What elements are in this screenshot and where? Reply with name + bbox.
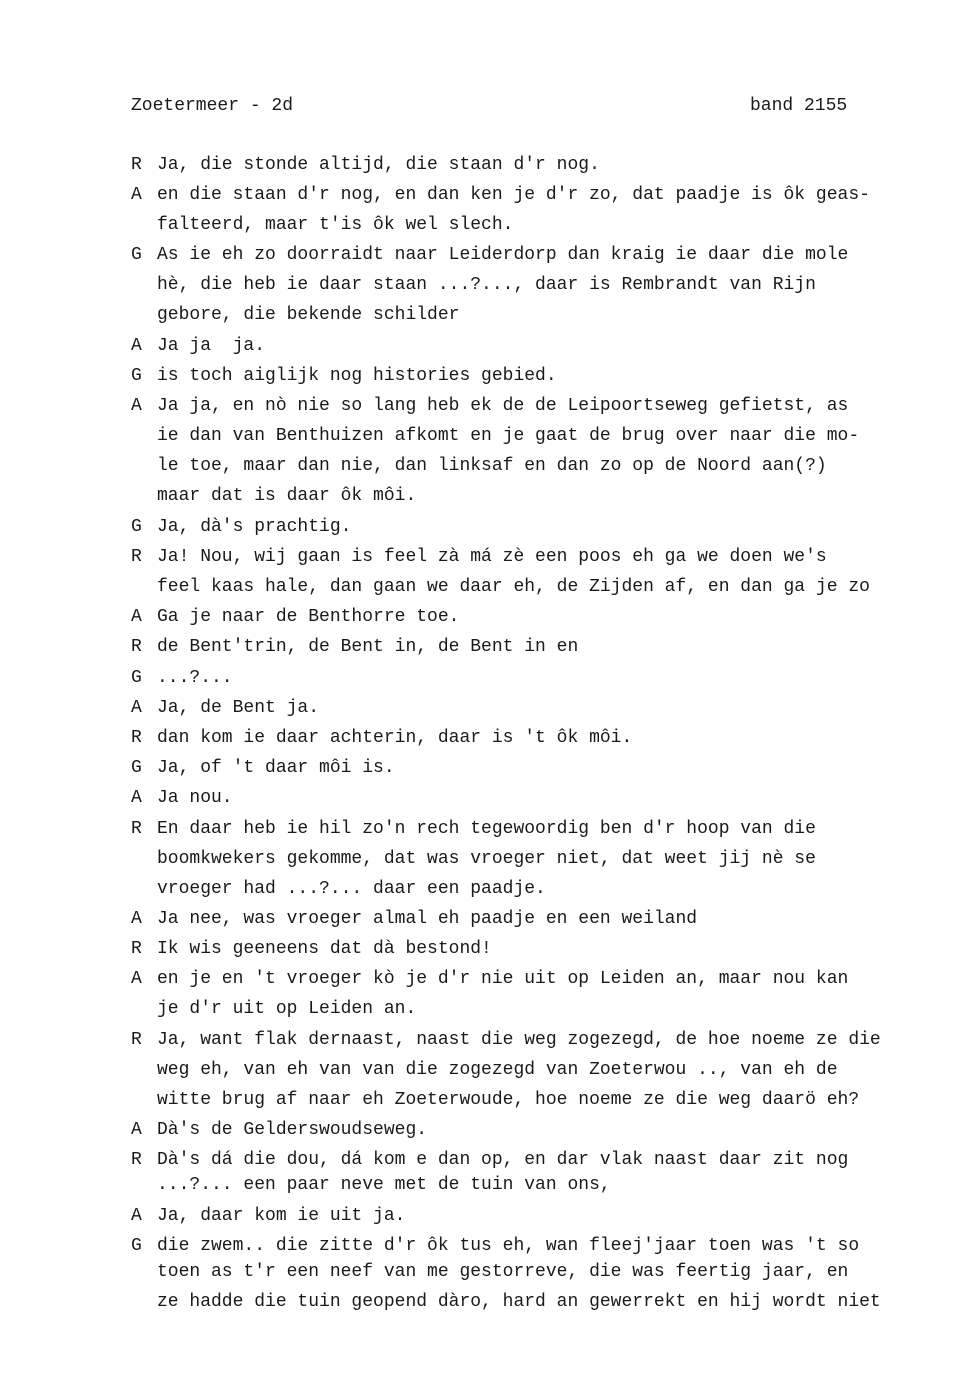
header-location: Zoetermeer - 2d <box>131 96 294 116</box>
transcript-line: Ja! Nou, wij gaan is feel zà má zè een poos eh ga we doen we's <box>157 547 827 567</box>
speaker-label: G <box>131 1236 142 1256</box>
speaker-label: R <box>131 155 142 175</box>
transcript-line: En daar heb ie hil zo'n rech tegewoordig ben d'r hoop van die <box>157 819 816 839</box>
transcript-line: Ja ja ja. <box>157 336 266 356</box>
speaker-label: A <box>131 396 142 416</box>
speaker-label: R <box>131 728 142 748</box>
transcript-line: Ja, dà's prachtig. <box>157 517 352 537</box>
transcript-line: Ja, want flak dernaast, naast die weg zogezegd, de hoe noeme ze die <box>157 1030 881 1050</box>
speaker-label: R <box>131 637 142 657</box>
speaker-label: A <box>131 1206 142 1226</box>
transcript-line: Dà's dá die dou, dá kom e dan op, en dar vlak naast daar zit nog <box>157 1150 849 1170</box>
transcript-line: hè, die heb ie daar staan ...?..., daar is Rembrandt van Rijn <box>157 275 816 295</box>
transcript-line: ...?... een paar neve met de tuin van ons, <box>157 1175 611 1195</box>
speaker-label: G <box>131 366 142 386</box>
transcript-line: Ja ja, en nò nie so lang heb ek de de Leipoortseweg gefietst, as <box>157 396 849 416</box>
transcript-line: le toe, maar dan nie, dan linksaf en dan zo op de Noord aan(?) <box>157 456 827 476</box>
transcript-line: Ja, daar kom ie uit ja. <box>157 1206 406 1226</box>
speaker-label: A <box>131 336 142 356</box>
transcript-line: ie dan van Benthuizen afkomt en je gaat de brug over naar die mo- <box>157 426 860 446</box>
transcript-line: maar dat is daar ôk môi. <box>157 486 417 506</box>
transcript-line: ...?... <box>157 668 233 688</box>
transcript-line: Dà's de Gelderswoudseweg. <box>157 1120 428 1140</box>
transcript-line: feel kaas hale, dan gaan we daar eh, de Zijden af, en dan ga je zo <box>157 577 870 597</box>
transcript-line: ze hadde die tuin geopend dàro, hard an gewerrekt en hij wordt niet <box>157 1292 881 1312</box>
speaker-label: R <box>131 819 142 839</box>
speaker-label: A <box>131 909 142 929</box>
transcript-line: Ja, die stonde altijd, die staan d'r nog. <box>157 155 600 175</box>
speaker-label: A <box>131 1120 142 1140</box>
transcript-line: Ja, of 't daar môi is. <box>157 758 395 778</box>
speaker-label: R <box>131 939 142 959</box>
transcript-line: As ie eh zo doorraidt naar Leiderdorp dan kraig ie daar die mole <box>157 245 849 265</box>
speaker-label: R <box>131 547 142 567</box>
transcript-line: de Bent'trin, de Bent in, de Bent in en <box>157 637 579 657</box>
transcript-line: Ja nee, was vroeger almal eh paadje en een weiland <box>157 909 698 929</box>
transcript-line: Ga je naar de Benthorre toe. <box>157 607 460 627</box>
transcript-line: is toch aiglijk nog histories gebied. <box>157 366 557 386</box>
header-tape-number: band 2155 <box>750 96 848 116</box>
speaker-label: R <box>131 1150 142 1170</box>
speaker-label: A <box>131 607 142 627</box>
speaker-label: G <box>131 758 142 778</box>
speaker-label: G <box>131 668 142 688</box>
transcript-line: weg eh, van eh van van die zogezegd van Zoeterwou .., van eh de <box>157 1060 838 1080</box>
speaker-label: R <box>131 1030 142 1050</box>
speaker-label: A <box>131 788 142 808</box>
speaker-label: G <box>131 245 142 265</box>
transcript-line: boomkwekers gekomme, dat was vroeger niet, dat weet jij nè se <box>157 849 816 869</box>
transcript-line: toen as t'r een neef van me gestorreve, die was feertig jaar, en <box>157 1262 849 1282</box>
transcript-line: Ja, de Bent ja. <box>157 698 320 718</box>
transcript-line: Ja nou. <box>157 788 233 808</box>
transcript-line: Ik wis geeneens dat dà bestond! <box>157 939 492 959</box>
transcript-line: en je en 't vroeger kò je d'r nie uit op Leiden an, maar nou kan <box>157 969 849 989</box>
transcript-line: je d'r uit op Leiden an. <box>157 999 417 1019</box>
transcript-line: vroeger had ...?... daar een paadje. <box>157 879 546 899</box>
transcript-line: gebore, die bekende schilder <box>157 305 460 325</box>
transcript-line: falteerd, maar t'is ôk wel slech. <box>157 215 514 235</box>
speaker-label: A <box>131 698 142 718</box>
speaker-label: G <box>131 517 142 537</box>
transcript-line: die zwem.. die zitte d'r ôk tus eh, wan fleej'jaar toen was 't so <box>157 1236 860 1256</box>
transcript-line: witte brug af naar eh Zoeterwoude, hoe noeme ze die weg daarö eh? <box>157 1090 860 1110</box>
speaker-label: A <box>131 969 142 989</box>
transcript-line: en die staan d'r nog, en dan ken je d'r zo, dat paadje is ôk geas- <box>157 185 870 205</box>
transcript-line: dan kom ie daar achterin, daar is 't ôk môi. <box>157 728 633 748</box>
speaker-label: A <box>131 185 142 205</box>
